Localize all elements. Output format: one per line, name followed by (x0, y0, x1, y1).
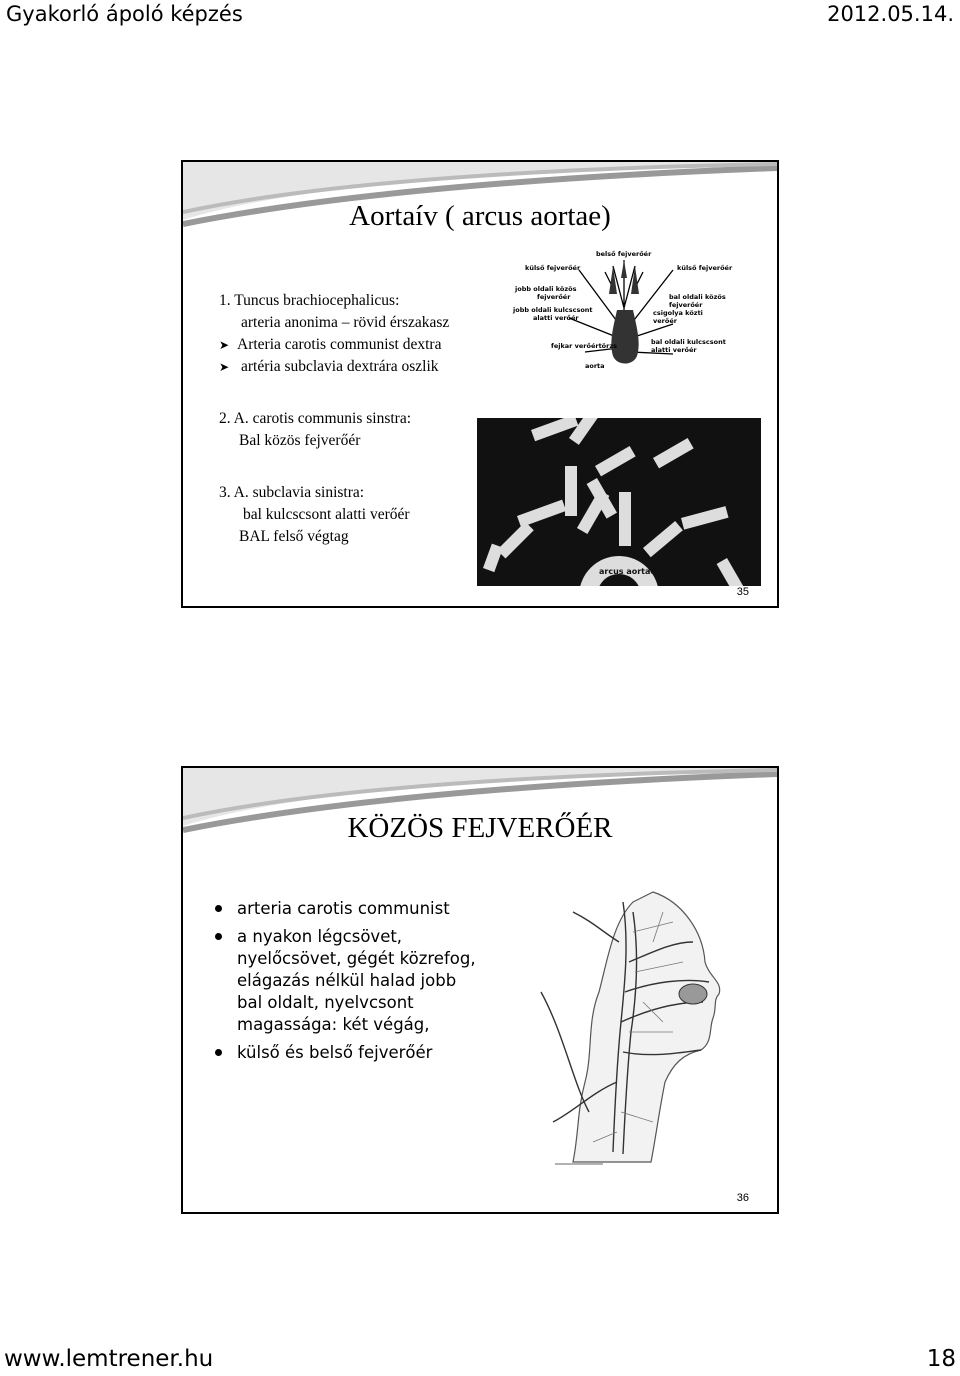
list-item: arteria carotis communist (209, 898, 479, 920)
item1-head: 1. Tuncus brachiocephalicus: (219, 292, 400, 309)
item2-text (219, 408, 411, 452)
label-l4: fejkar verőértörzs (551, 342, 618, 350)
arterial-tree-diagram (477, 418, 761, 586)
label-l2b: fejverőér (537, 293, 571, 301)
item3-sub2: BAL felső végtag (239, 528, 349, 545)
bullet-icon (215, 1049, 222, 1056)
label-r4a: bal oldali kulcscsont (651, 338, 726, 346)
label-bottom: aorta (585, 362, 605, 370)
neck-anatomy-illustration (533, 882, 733, 1172)
page-header-title: Gyakorló ápoló képzés (6, 2, 243, 26)
label-l2a: jobb oldali közös (515, 285, 577, 293)
item1-sub: arteria anonima – rövid érszakasz (241, 314, 450, 331)
label-l3a: jobb oldali kulcscsont (513, 306, 593, 314)
page-header-date: 2012.05.14. (827, 2, 954, 26)
arrow-bullet-icon: ➤ (219, 360, 230, 374)
slide-number: 35 (736, 586, 749, 598)
label-r3b: verőér (653, 317, 677, 325)
slide-number: 36 (736, 1192, 749, 1204)
item3-sub1: bal kulcscsont alatti verőér (243, 506, 410, 523)
item2-head: 2. A. carotis communis sinstra: (219, 410, 412, 427)
bullet-list (209, 898, 479, 1070)
bullet-icon (215, 933, 222, 940)
slide-title: KÖZÖS FEJVERŐÉR (347, 812, 613, 844)
label-r2a: bal oldali közös (669, 293, 726, 301)
item1-text (219, 290, 449, 378)
item3-head: 3. A. subclavia sinistra: (219, 484, 365, 501)
label-r1: külső fejverőér (677, 264, 733, 272)
bullet-icon (215, 905, 222, 912)
list-item: a nyakon légcsövet, nyelőcsövet, gégét közrefog, elágazás nélkül halad jobb bal oldalt, nyelvcsont magassága: két végág, (209, 926, 479, 1036)
slide-36 (181, 766, 779, 1214)
slide-title: Aortaív ( arcus aortae) (349, 200, 611, 232)
page-number: 18 (926, 1346, 956, 1372)
item2-sub: Bal közös fejverőér (239, 432, 361, 449)
arrow-bullet-icon: ➤ (219, 338, 230, 352)
label-l1: külső fejverőér (525, 264, 581, 272)
item3-text (219, 482, 410, 548)
label-r4b: alatti verőér (651, 346, 697, 354)
aortic-arch-branch-diagram (509, 248, 759, 374)
bullet-2: ➤ artéria subclavia dextrára oszlik (219, 356, 449, 378)
diagram-center-label: arcus aortae (599, 567, 656, 576)
list-item: külső és belső fejverőér (209, 1042, 479, 1064)
footer-url: www.lemtrener.hu (4, 1346, 214, 1372)
label-top: belső fejverőér (596, 250, 652, 258)
label-r3a: csigolya közti (653, 309, 703, 317)
label-l3b: alatti verőér (533, 314, 579, 322)
slide-35 (181, 160, 779, 608)
label-r2b: fejverőér (669, 301, 703, 309)
bullet-1: ➤ Arteria carotis communist dextra (219, 334, 449, 356)
